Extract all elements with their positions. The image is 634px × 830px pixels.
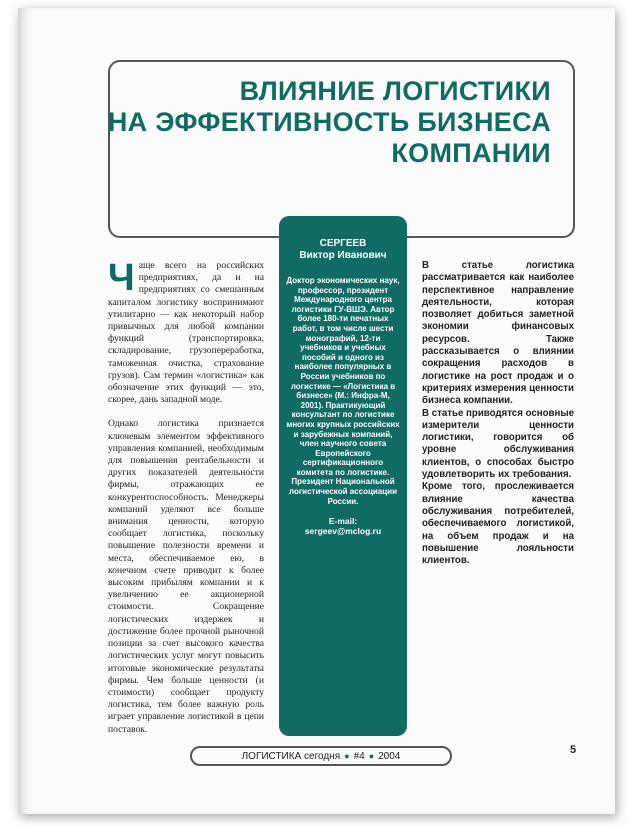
summary-paragraph-2: В статье приводятся основные измерители ценности логистики, говорится об уровне обслуживания клиентов, о способах быстро удовлетворить их требования. bbox=[422, 407, 574, 481]
issue-year: 2004 bbox=[378, 751, 401, 762]
author-name bbox=[279, 238, 407, 262]
author-given-name: Виктор Иванович bbox=[299, 250, 387, 261]
magazine-name: ЛОГИСТИКА сегодня bbox=[241, 751, 341, 762]
title-frame bbox=[108, 60, 575, 238]
intro-paragraph-1 bbox=[108, 257, 264, 406]
title-line-2: НА ЭФФЕКТИВНОСТЬ БИЗНЕСА bbox=[107, 107, 551, 137]
bullet-icon: ● bbox=[368, 751, 375, 761]
intro-paragraph-2: Однако логистика признается ключевым элементом эффективного управления компанией, необходимым для повышения рентабельности и других показателей деятельности фирмы, отражающих ее конкурентоспособность. Менеджеры компаний уделяют все больше внимания ценности, которую сообщает логистика, поскольку повышение полезности времени и места, обеспечиваемое ею, в конечном счете приводит к более высоким прибылям компании и к увеличению ее акционерной стоимости. Сокращение логистических издержек и достижение более прочной рыночной позиции за счет высокого качества логистических услуг могут повысить итоговые экономические результаты фирмы. Чем больше ценности (и стоимости) сообщает продукту логистика, тем более важную роль играет управление логистикой в цепи поставок. bbox=[108, 418, 264, 735]
drop-cap: Ч bbox=[108, 257, 135, 299]
author-surname: СЕРГЕЕВ bbox=[319, 238, 367, 249]
author-email-label: E-mail: bbox=[328, 516, 358, 527]
author-email[interactable]: sergeev@mclog.ru bbox=[304, 526, 382, 537]
article-intro-column bbox=[108, 257, 264, 748]
author-sidebar bbox=[279, 216, 407, 736]
summary-paragraph-3: Кроме того, прослеживается влияние качества обслуживания потребителей, обеспечиваемого логистикой, на объем продаж и на повышение лояльности клиентов. bbox=[422, 481, 574, 567]
article-summary-column bbox=[422, 260, 574, 567]
bullet-icon: ● bbox=[344, 751, 350, 761]
footer-bar bbox=[190, 746, 452, 766]
title-line-1: ВЛИЯНИЕ ЛОГИСТИКИ bbox=[239, 76, 551, 106]
page-number: 5 bbox=[570, 744, 577, 756]
article-title bbox=[108, 76, 551, 169]
intro-paragraph-1-text: аще всего на российских предприятиях, да и на предприятиях со смешанным капиталом логистику воспринимают утилитарно — как некоторый набор привычных для любой компании функций (транспортировка, складирование, грузопереработка, таможенная очистка, страхование грузов). Сам термин «логистика» как обозначение этих функций — это, скорее, дань западной моде. bbox=[108, 260, 264, 406]
issue-number: #4 bbox=[353, 751, 365, 762]
summary-paragraph-1: В статье логистика рассматривается как наиболее перспективное направление деятельности, которая позволяет добиться заметной экономии финансовых ресурсов. Также рассказывается о влиянии сокращения расходов в логистике на рост продаж и о критериях измерения ценности бизнеса компании. bbox=[422, 260, 574, 407]
author-bio: Доктор экономических наук, профессор, президент Международного центра логистики ГУ-ВШЭ. Автор более 180-ти печатных работ, в том числе шести монографий, 12-ти учебников и учебных пособий и одного из наиболее популярных в России учебников по логистике — «Логистика в бизнесе» (М.: Инфра-М, 2001). Практикующий консультант по логистике многих крупных российских и зарубежных компаний, член научного совета Европейского сертификационного комитета по логистике. Президент Национальной логистической ассоциации России. bbox=[286, 276, 400, 506]
title-line-3: КОМПАНИИ bbox=[391, 138, 551, 168]
magazine-page bbox=[18, 8, 615, 814]
